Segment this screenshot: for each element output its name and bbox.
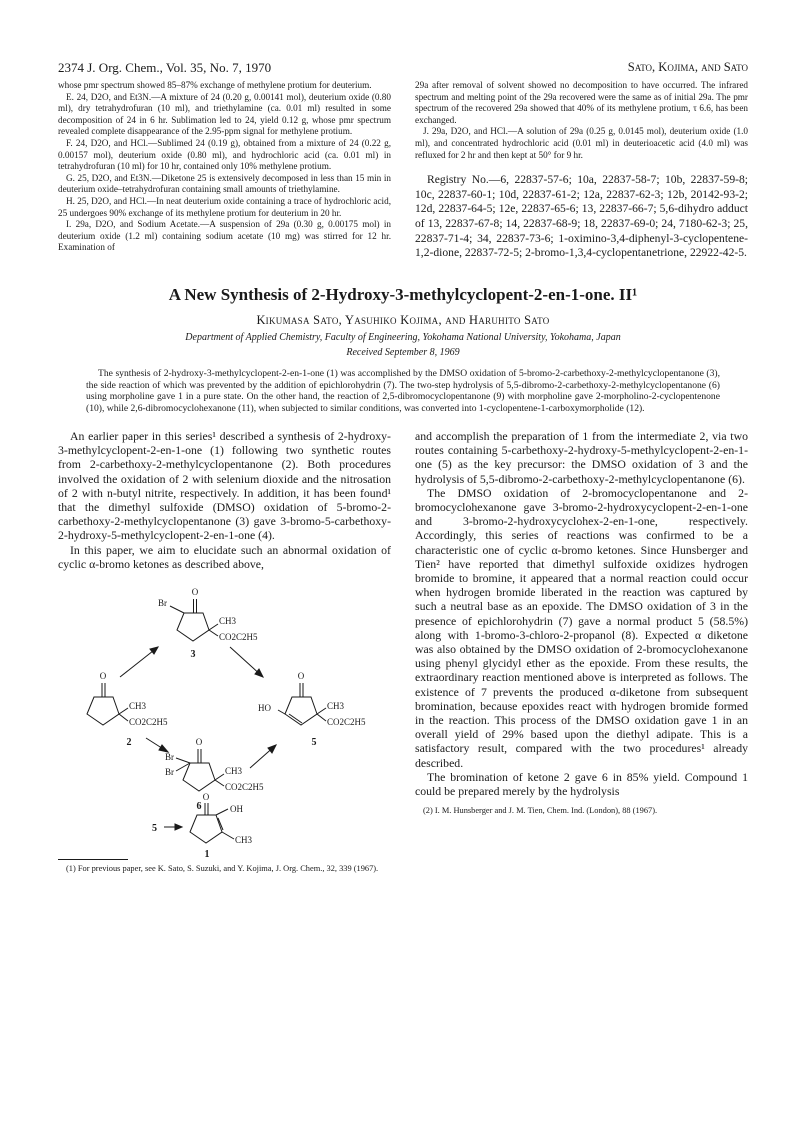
paragraph: H. 25, D2O, and HCl.—In neat deuterium oxide containing a trace of hydrochloric acid, 25 undergoes 90% exchange of its methylene protium for deuterium in 20 hr. xyxy=(58,195,391,218)
arrowhead xyxy=(175,824,182,830)
footnote-rule xyxy=(58,859,128,860)
paragraph: E. 24, D2O, and Et3N.—A mixture of 24 (0.20 g, 0.00141 mol), deuterium oxide (0.80 ml), dry tetrahydrofuran (10 ml), and triethylamine (ca. 0.01 ml) resulted in some decomposition of 24 in 6 hr. Sublimation led to 24, yield 0.12 g, whose pmr spectrum revealed complete disappearance of the 2.95-ppm signal for methylene protium. xyxy=(58,91,391,137)
running-header xyxy=(58,60,748,80)
paragraph: The DMSO oxidation of 2-bromocyclopentanone and 2-bromocyclohexanone gave 3-bromo-2-hydroxycyclopent-2-en-1-one and 3-bromo-2-hydroxycyclohex-2-en-1-one, respectively. Accordingly, this series of reactions was confirmed to be a characteristic one of cyclic α-bromo ketones. Since Hunsberger and Tien² have reported that dimethyl sulfoxide oxidizes hydrogen bromide to bromine, it appeared that a normal reaction could occur when hydrogen bromide liberated in the reaction was captured by such a neutral base as an epoxide. The DMSO oxidation of 3 in the presence of epichlorohydrin (7) gave a normal product 5 (58.5%) along with 1-bromo-3-chloro-2-propanol (8). Expected α diketone was also obtained by the DMSO oxidation of 2-bromocyclohexanone using phenyl glycidyl ether as the epoxide. From these results, the extraordinary reaction mentioned above is interpreted as follows. The existence of 7 prevents the produced α-diketone from subsequent bromination, because epoxides react with hydrogen bromide formed in the reaction. This process of the DMSO oxidation gave 1 in an overall yield of 29% based upon the diethyl adipate. This is a satisfactory result, compared with the two procedures¹ already described. xyxy=(415,485,748,770)
registry-numbers: Registry No.—6, 22837-57-6; 10a, 22837-58-7; 10b, 22837-59-8; 10c, 22837-60-1; 10d, 22837-61-2; 12a, 22837-62-3; 12b, 20142-93-2; 12d, 22837-64-5; 12e, 22837-65-6; 13, 22837-66-7; 5,6-dihydro adduct of 13, 22837-67-8; 14, 22837-68-9; 18, 22837-69-0; 24, 7180-62-3; 25, 22837-71-4; 34, 22837-73-6; 1-oximino-3,4-diphenyl-3-cyclopentene-1,2-dione, 22837-72-5; 2-bromo-1,3,4-cyclopentanetrione, 22922-42-5. xyxy=(415,173,748,260)
ester-label: CO2C2H5 xyxy=(225,781,264,792)
ester-label: CO2C2H5 xyxy=(219,631,258,642)
paragraph: J. 29a, D2O, and HCl.—A solution of 29a (0.25 g, 0.0145 mol), deuterium oxide (1.0 ml), and concentrated hydrochloric acid (0.01 ml) in deuterioacetic acid (4.0 ml) was refluxed for 2 hr and then kept at 50° for 9 hr. xyxy=(415,126,748,160)
hydroxyl-label: HO xyxy=(258,702,271,713)
oxygen-label: O xyxy=(191,586,199,597)
article-body xyxy=(58,429,748,874)
ester-label: CO2C2H5 xyxy=(129,716,168,727)
structure-6 xyxy=(165,737,264,812)
oxygen-label: O xyxy=(195,736,203,747)
methyl-label: CH3 xyxy=(225,765,243,776)
paragraph: and accomplish the preparation of 1 from the intermediate 2, via two routes containing 5-carbethoxy-2-hydroxy-5-methylcyclopent-2-en-1-one (5) as the key precursor: the DMSO oxidation of 3 and the hydrolysis of 5,5-dibromo-2-carbethoxy-2-methylcyclopentanone (6). xyxy=(415,428,748,486)
structure-3 xyxy=(158,587,258,660)
hydroxyl-label: OH xyxy=(230,803,243,814)
methyl-label: CH3 xyxy=(129,700,147,711)
compound-number: 1 xyxy=(204,848,210,860)
paragraph: The bromination of ketone 2 gave 6 in 85% yield. Compound 1 could be prepared merely by the hydrolysis xyxy=(415,769,748,798)
footnote-1: (1) For previous paper, see K. Sato, S. Suzuki, and Y. Kojima, J. Org. Chem., 32, 339 (1967). xyxy=(66,863,379,873)
compound-number: 5 xyxy=(152,822,157,834)
oxygen-label: O xyxy=(297,670,305,681)
affiliation: Department of Applied Chemistry, Faculty of Engineering, Yokohama National University, Yokohama, Japan xyxy=(185,331,621,343)
reaction-scheme xyxy=(58,573,391,860)
paragraph: 29a after removal of solvent showed no decomposition to have occurred. The infrared spectrum and melting point of the 29a recovered were the same as of initial 29a. The pmr spectrum of the recovered 29a showed that 40% of its methylene protium, τ 6.6, has been exchanged. xyxy=(415,80,748,125)
paragraph: An earlier paper in this series¹ described a synthesis of 2-hydroxy-3-methylcyclopent-2-en-1-one (1) following two synthetic routes from 2-carbethoxy-2-methylcyclopentanone (2). Both procedures involved the oxidation of 2 with selenium dioxide and the nitrosation of 2 with n-butyl nitrite, respectively. In addition, it has been found¹ that the dimethyl sulfoxide (DMSO) oxidation of 5-bromo-2-carbethoxy-2-methylcyclopentanone (3) gave 3-bromo-5-carbethoxy-2-hydroxy-5-methylcyclopent-2-en-1-one (4). xyxy=(58,428,391,543)
body-left-column xyxy=(58,429,391,874)
page-journal-citation: 2374 J. Org. Chem., Vol. 35, No. 7, 1970 xyxy=(58,60,272,75)
methyl-label: CH3 xyxy=(219,615,237,626)
received-date: Received September 8, 1969 xyxy=(346,346,460,358)
oxygen-label: O xyxy=(202,791,210,802)
compound-number: 2 xyxy=(126,736,132,748)
oxygen-label: O xyxy=(99,670,107,681)
running-authors: Sato, Kojima, and Sato xyxy=(627,60,748,74)
compound-number: 3 xyxy=(190,648,196,660)
bromine-label: Br xyxy=(165,751,174,762)
methyl-label: CH3 xyxy=(235,834,253,845)
structure-5 xyxy=(258,671,366,748)
article-authors: Kikumasa Sato, Yasuhiko Kojima, and Haruhito Sato xyxy=(256,312,550,327)
bromine-label: Br xyxy=(158,597,167,608)
journal-page xyxy=(58,60,748,874)
arrowhead xyxy=(268,745,276,753)
structure-2 xyxy=(87,671,168,748)
paragraph: G. 25, D2O, and Et3N.—Diketone 25 is extensively decomposed in less than 15 min in deuterium oxide–tetrahydrofuran containing small amounts of triethylamine. xyxy=(58,172,391,195)
bromine-label: Br xyxy=(165,766,174,777)
compound-number: 5 xyxy=(311,736,317,748)
experimental-left-column xyxy=(58,80,391,261)
experimental-continuation xyxy=(58,80,748,261)
paragraph: F. 24, D2O, and HCl.—Sublimed 24 (0.19 g), obtained from a mixture of 24 (0.22 g, 0.00157 mol), deuterium oxide (0.80 ml), and hydrochloric acid (ca. 0.01 ml) in tetrahydrofuran (10 ml) for 10 hr, contained only 10% methylene protium. xyxy=(58,137,391,172)
article-title: A New Synthesis of 2-Hydroxy-3-methylcyclopent-2-en-1-one. II¹ xyxy=(168,284,638,304)
methyl-label: CH3 xyxy=(327,700,345,711)
experimental-right-column xyxy=(415,80,748,261)
paragraph: I. 29a, D2O, and Sodium Acetate.—A suspension of 29a (0.30 g, 0.00175 mol) in deuterium oxide (1.2 ml) containing sodium acetate (10 mg) was stirred for 12 hr. Examination of xyxy=(58,219,391,253)
paragraph: In this paper, we aim to elucidate such an abnormal oxidation of cyclic α-bromo ketones as described above, xyxy=(58,542,391,571)
arrowhead xyxy=(159,745,168,752)
abstract: The synthesis of 2-hydroxy-3-methylcyclopent-2-en-1-one (1) was accomplished by the DMSO oxidation of 5-bromo-2-carbethoxy-2-methylcyclopentanone (3), the side reaction of which was prevented by the addition of epichlorohydrin (7). The two-step hydrolysis of 5,5-dibromo-2-carbethoxy-2-methylcyclopentanone (6) using morpholine gave 1 in a pure state. On the other hand, the reaction of 2,5-dibromocyclopentanone (9) with morpholine gave 2-morpholino-2-cyclopentenone (10), while 2,6-dibromocyclohexanone (11), when subjected to similar conditions, was converted into 1-cyclopentene-1-carboxymorpholide (12). xyxy=(86,367,720,415)
body-right-column xyxy=(415,429,748,874)
ester-label: CO2C2H5 xyxy=(327,716,366,727)
paragraph: whose pmr spectrum showed 85–87% exchange of methylene protium for deuterium. xyxy=(58,80,372,90)
footnote-2: (2) I. M. Hunsberger and J. M. Tien, Chem. Ind. (London), 88 (1967). xyxy=(423,806,658,816)
compound-number: 6 xyxy=(196,800,202,812)
